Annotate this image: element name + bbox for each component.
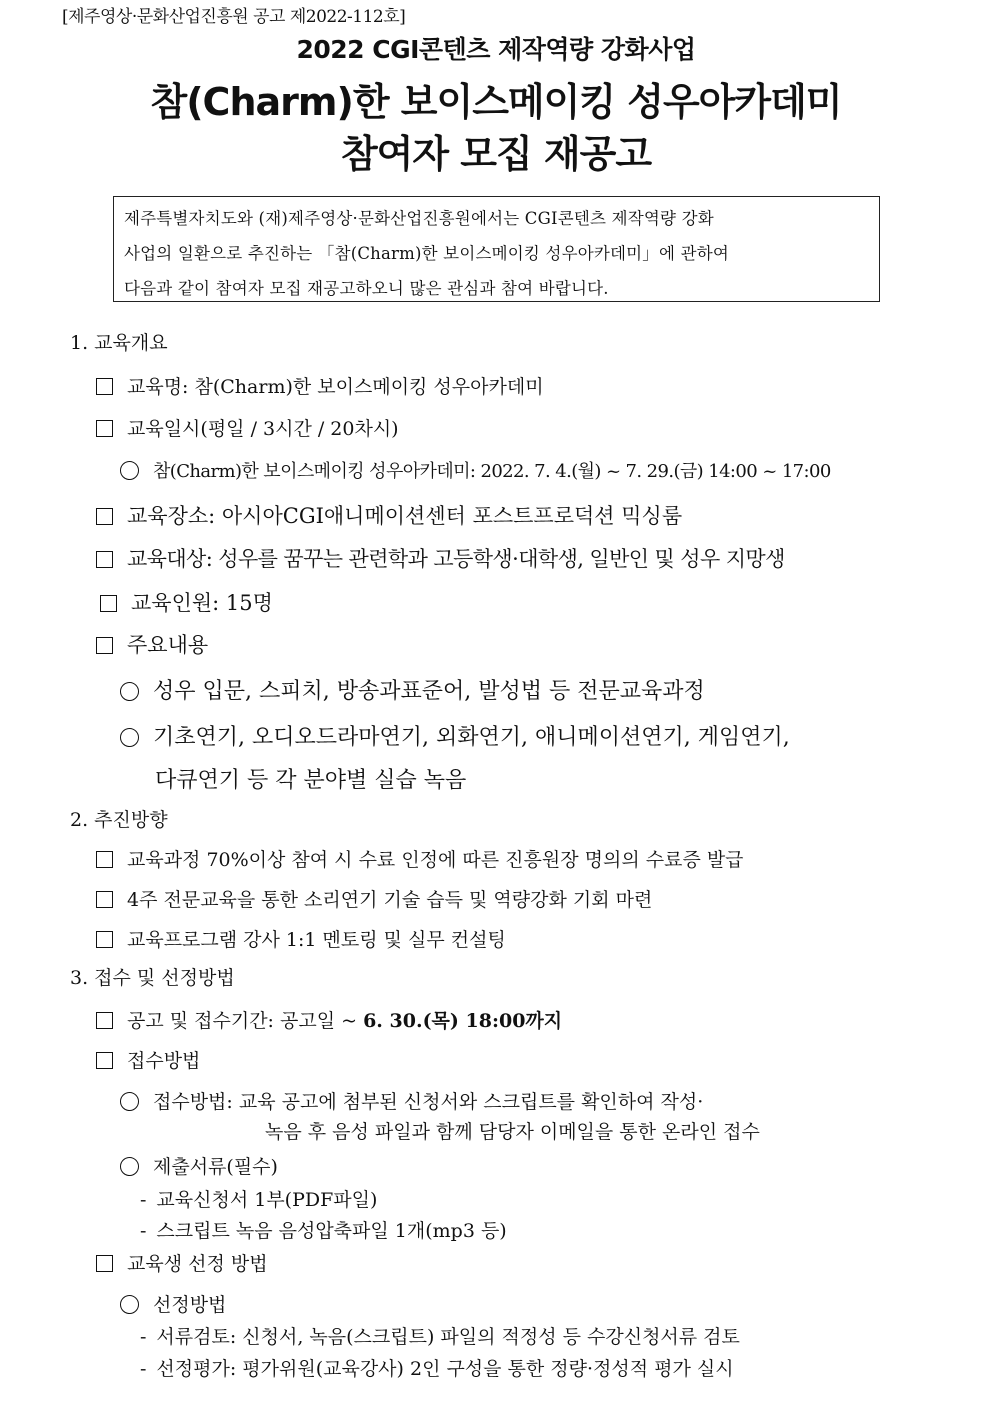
- circle-bullet-icon: [120, 461, 139, 480]
- bullet-text: 교육생 선정 방법: [127, 1253, 268, 1275]
- sub-bullet-text: 접수방법: 교육 공고에 첨부된 신청서와 스크립트를 확인하여 작성·: [153, 1091, 704, 1113]
- bullet-text: 4주 전문교육을 통한 소리연기 기술 습득 및 역량강화 기회 마련: [127, 889, 653, 911]
- dash-bullet: -: [140, 1220, 147, 1242]
- sub-bullet-item: [120, 1290, 226, 1317]
- square-bullet-icon: [96, 508, 113, 525]
- square-bullet-icon: [96, 1255, 113, 1272]
- intro-box: [113, 196, 880, 302]
- square-bullet-icon: [96, 551, 113, 568]
- circle-bullet-icon: [120, 728, 139, 747]
- bullet-text: 접수방법: [127, 1050, 201, 1072]
- sub-bullet-text: 기초연기, 오디오드라마연기, 외화연기, 애니메이션연기, 게임연기,: [153, 725, 790, 750]
- circle-bullet-icon: [120, 1157, 139, 1176]
- dash-bullet: -: [140, 1326, 147, 1348]
- dash-text: 서류검토: 신청서, 녹음(스크립트) 파일의 적정성 등 수강신청서류 검토: [156, 1326, 740, 1348]
- intro-line: 다음과 같이 참여자 모집 재공고하오니 많은 관심과 참여 바랍니다.: [124, 279, 609, 298]
- bullet-text: 공고 및 접수기간: 공고일 ~: [127, 1010, 364, 1032]
- document-title-line1: 참(Charm)한 보이스메이킹 성우아카데미: [150, 80, 842, 124]
- intro-line: 사업의 일환으로 추진하는 「참(Charm)한 보이스메이킹 성우아카데미」에 관하여: [124, 244, 729, 263]
- sub-bullet-text: 성우 입문, 스피치, 방송과표준어, 발성법 등 전문교육과정: [153, 679, 705, 704]
- bullet-item: [96, 1006, 562, 1033]
- dash-bullet: -: [140, 1358, 147, 1380]
- intro-line: 제주특별자치도와 (재)제주영상·문화산업진흥원에서는 CGI콘텐츠 제작역량 강화: [124, 209, 714, 228]
- circle-bullet-icon: [120, 1092, 139, 1111]
- sub-bullet-text: 선정방법: [153, 1294, 227, 1316]
- dash-item: [140, 1216, 507, 1243]
- bullet-item: [96, 925, 506, 952]
- dash-text: 스크립트 녹음 음성압축파일 1개(mp3 등): [156, 1220, 507, 1242]
- dash-item: [140, 1354, 734, 1381]
- sub-bullet-continuation: 녹음 후 음성 파일과 함께 담당자 이메일을 통한 온라인 접수: [265, 1121, 760, 1143]
- dash-text: 교육신청서 1부(PDF파일): [156, 1189, 378, 1211]
- bullet-item: [96, 629, 208, 659]
- square-bullet-icon: [96, 851, 113, 868]
- dash-item: [140, 1185, 377, 1212]
- bullet-text: 교육과정 70%이상 참여 시 수료 인정에 따른 진흥원장 명의의 수료증 발급: [127, 849, 744, 871]
- sub-bullet-item: [120, 457, 831, 483]
- sub-bullet-continuation: 다큐연기 등 각 분야별 실습 녹음: [155, 768, 467, 793]
- sub-bullet-item: [120, 1152, 278, 1179]
- bullet-item: [96, 885, 652, 912]
- bullet-text: 교육프로그램 강사 1:1 멘토링 및 실무 컨설팅: [127, 929, 506, 951]
- sub-bullet-text: 제출서류(필수): [153, 1156, 278, 1178]
- document-subtitle: 2022 CGI콘텐츠 제작역량 강화사업: [296, 35, 696, 64]
- section-heading: 1. 교육개요: [70, 332, 168, 354]
- circle-bullet-icon: [120, 1295, 139, 1314]
- square-bullet-icon: [96, 931, 113, 948]
- document-title-line2: 참여자 모집 재공고: [340, 132, 652, 176]
- bullet-item: [96, 372, 544, 399]
- sub-bullet-item: [120, 674, 705, 705]
- bullet-item: [96, 500, 682, 530]
- bullet-text: 교육인원: 15명: [131, 591, 273, 615]
- square-bullet-icon: [96, 1052, 113, 1069]
- square-bullet-icon: [96, 637, 113, 654]
- section-heading: 2. 추진방향: [70, 809, 168, 831]
- square-bullet-icon: [96, 378, 113, 395]
- bullet-item: [96, 1249, 268, 1276]
- bullet-text: 주요내용: [127, 633, 209, 657]
- bullet-item: [96, 845, 744, 872]
- circle-bullet-icon: [120, 682, 139, 701]
- notice-number: [제주영상·문화산업진흥원 공고 제2022-112호]: [62, 7, 406, 27]
- square-bullet-icon: [96, 891, 113, 908]
- dash-bullet: -: [140, 1189, 147, 1211]
- bullet-text: 교육대상: 성우를 꿈꾸는 관련학과 고등학생·대학생, 일반인 및 성우 지망생: [127, 547, 785, 571]
- square-bullet-icon: [96, 420, 113, 437]
- dash-item: [140, 1322, 740, 1349]
- bullet-text: 교육명: 참(Charm)한 보이스메이킹 성우아카데미: [127, 376, 544, 398]
- sub-bullet-item: [120, 720, 790, 751]
- bullet-item: [100, 587, 273, 617]
- sub-bullet-text: 참(Charm)한 보이스메이킹 성우아카데미: 2022. 7. 4.(월) ~ 7. 29.(금) 14:00 ~ 17:00: [153, 461, 831, 482]
- square-bullet-icon: [96, 1012, 113, 1029]
- section-heading: 3. 접수 및 선정방법: [70, 967, 235, 989]
- bullet-text: 교육일시(평일 / 3시간 / 20차시): [127, 418, 399, 440]
- bullet-item: [96, 543, 785, 573]
- deadline-text: 6. 30.(목) 18:00까지: [363, 1010, 563, 1032]
- bullet-item: [96, 414, 399, 441]
- bullet-item: [96, 1046, 200, 1073]
- sub-bullet-item: [120, 1087, 703, 1114]
- dash-text: 선정평가: 평가위원(교육강사) 2인 구성을 통한 정량·정성적 평가 실시: [156, 1358, 734, 1380]
- square-bullet-icon: [100, 595, 117, 612]
- bullet-text: 교육장소: 아시아CGI애니메이션센터 포스트프로덕션 믹싱룸: [127, 504, 683, 528]
